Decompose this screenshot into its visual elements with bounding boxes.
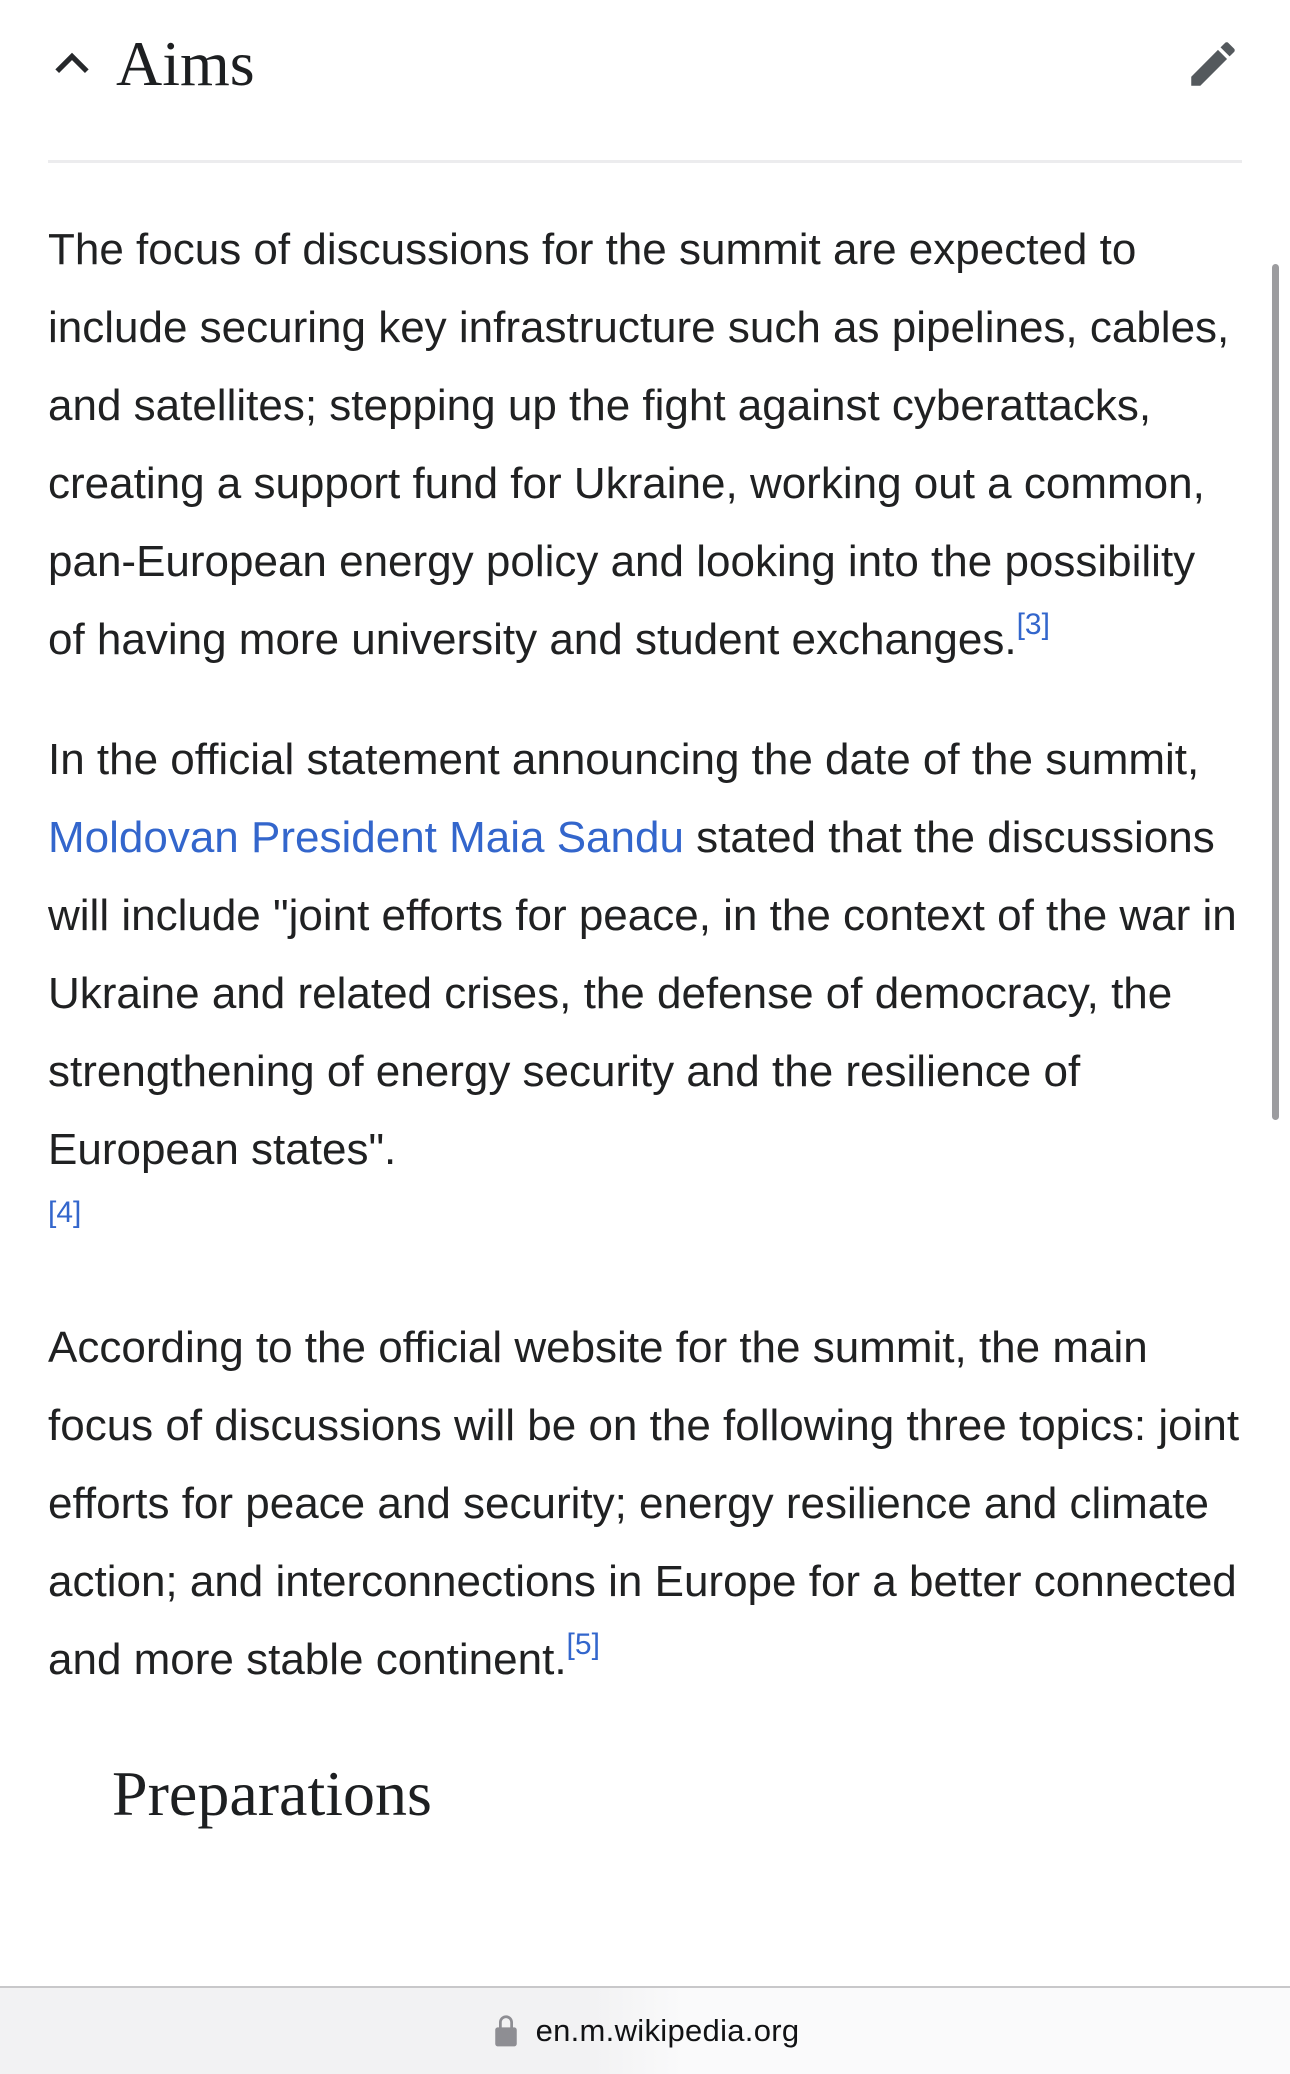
- section-divider: [48, 160, 1242, 163]
- next-section-title[interactable]: Preparations: [112, 1758, 432, 1829]
- paragraph: [48, 211, 1242, 679]
- text-run: stated that the discussions will include "joint efforts for peace, in the context of the war in Ukraine and related crises, the defense of democracy, the strengthening of energy security and the resilience of European states".: [48, 813, 1237, 1174]
- paragraph: [48, 721, 1242, 1267]
- scrollbar[interactable]: [1272, 264, 1279, 1120]
- reference-link[interactable]: [4]: [48, 1196, 82, 1230]
- lock-icon: [491, 2013, 521, 2049]
- text-run: In the official statement announcing the date of the summit,: [48, 735, 1200, 784]
- pencil-icon: [1184, 35, 1242, 93]
- reference-link[interactable]: [5]: [566, 1628, 600, 1662]
- text-run: According to the official website for the summit, the main focus of discussions will be on the following three topics: joint efforts for peace and security; energy resilience and climate action; and interconnections in Europe for a better connected and more stable continent.: [48, 1323, 1240, 1684]
- text-run: The focus of discussions for the summit are expected to include securing key infrastructure such as pipelines, cables, and satellites; stepping up the fight against cyberattacks, creating a support fund for Ukraine, working out a common, pan-European energy policy and looking into the possibility of having more university and student exchanges.: [48, 225, 1230, 664]
- url-text: en.m.wikipedia.org: [535, 2013, 800, 2048]
- section-header[interactable]: [0, 0, 1290, 100]
- reference-link[interactable]: [3]: [1016, 608, 1050, 642]
- browser-url-bar[interactable]: [0, 1986, 1290, 2074]
- article-body: [48, 211, 1242, 1699]
- paragraph: [48, 1309, 1242, 1699]
- wiki-link[interactable]: Moldovan President Maia Sandu: [48, 813, 684, 862]
- chevron-up-icon[interactable]: [48, 40, 96, 88]
- section-title: Aims: [116, 28, 255, 99]
- edit-button[interactable]: [1184, 35, 1242, 93]
